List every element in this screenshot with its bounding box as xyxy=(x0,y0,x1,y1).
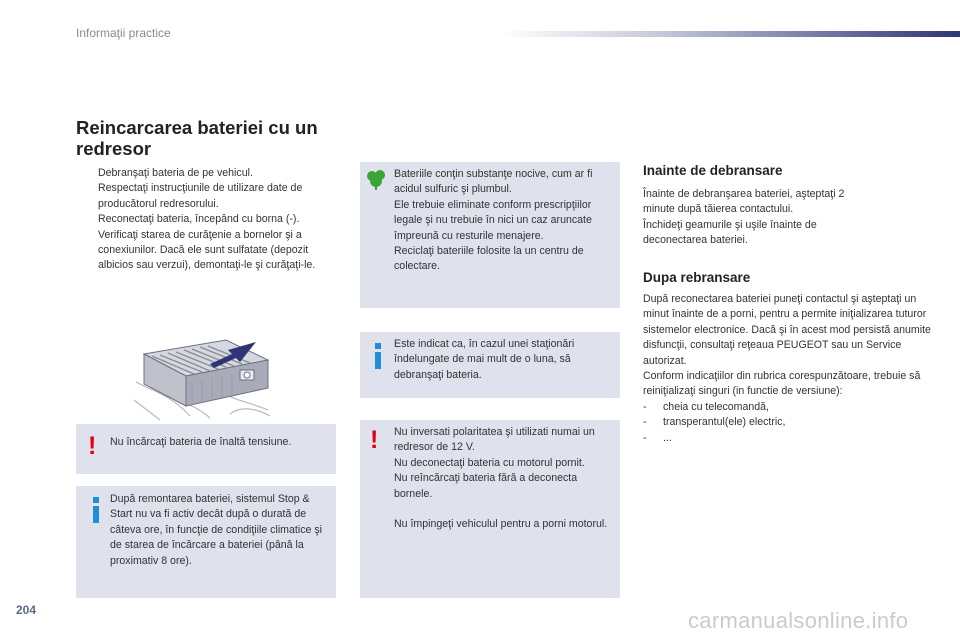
section-title: Reincarcarea bateriei cu un redresor xyxy=(76,117,318,159)
info-icon xyxy=(368,343,390,369)
header-bar xyxy=(500,31,960,37)
after-title: Dupa rebransare xyxy=(643,270,751,285)
warning-box-high-voltage xyxy=(76,424,336,474)
battery-illustration xyxy=(130,330,276,422)
info-text: După remontarea bateriei, sistemul Stop & Start nu va fi activ decât după o durată de câteva ore, în funcţie de condiţiile climatice şi de starea de încărcare a bateriei (până la proximativ 8 ore). xyxy=(110,493,322,567)
exclamation-icon: ! xyxy=(88,432,97,460)
eco-text: Bateriile conţin substanţe nocive, cum ar fi acidul sulfuric şi plumbul. Ele trebuie eliminate conform prescripţiilor legale şi nu trebuie în nici un caz aruncate împreună cu resturile menajere. Reciclaţi bateriile folosite la un centru de colectare. xyxy=(394,168,593,273)
step-item: Reconectaţi bateria, începând cu borna (-). xyxy=(98,213,300,226)
watermark: carmanualsonline.info xyxy=(688,608,909,633)
info-text: Este indicat ca, în cazul unei staţionări îndelungate de mai mult de o luna, să debranşaţi bateria. xyxy=(394,338,575,381)
header-title: Informaţii practice xyxy=(76,26,171,40)
list-item: - cheia cu telecomandă, xyxy=(643,400,770,413)
step-item: Verificaţi starea de curăţenie a bornelor şi a conexiunilor. Dacă ele sunt sulfatate (depozit albicios sau verzui), demontaţi-le şi curăţaţi-le. xyxy=(98,228,316,272)
steps-list xyxy=(76,166,338,274)
exclamation-icon: ! xyxy=(370,426,379,454)
info-box-stop-start xyxy=(76,486,336,598)
before-title: Inainte de debransare xyxy=(643,163,783,178)
list-item: - ... xyxy=(643,431,672,444)
list-item: - transperantul(ele) electric, xyxy=(643,416,786,429)
reset-list xyxy=(643,400,943,446)
info-box-long-stop xyxy=(360,332,620,398)
step-item: Debranşaţi bateria de pe vehicul. xyxy=(98,167,253,179)
warning-text: Nu inversati polaritatea şi utilizati numai un redresor de 12 V. Nu deconectaţi bateria cu motorul pornit. Nu reîncărcaţi bateria fără a deconecta bornele. Nu împingeţi vehiculul pentru a porni motorul. xyxy=(394,426,608,531)
warning-text: Nu încărcaţi bateria de înaltă tensiune. xyxy=(110,436,292,448)
page-number: 204 xyxy=(16,603,37,617)
step-item: Respectaţi instrucţiunile de utilizare date de producătorul redresorului. xyxy=(98,182,303,210)
info-icon xyxy=(86,497,108,523)
before-text: Înainte de debranşarea bateriei, aşteptaţi 2 minute după tăierea contactului. Închideţi geamurile şi uşile înainte de deconectarea bateriei. xyxy=(643,188,845,247)
leaf-icon xyxy=(366,168,386,190)
warning-box-polarity xyxy=(360,420,620,598)
after-text: După reconectarea bateriei puneţi contactul şi aşteptaţi un minut înainte de a porni, pentru a permite iniţializarea tuturor sistemelor electronice. Dacă şi în acest mod persistă anumite disfuncţii, consultaţi reţeaua PEUGEOT sau un Service autorizat. Conform indicaţiilor din rubrica corespunzătoare, trebuie să reiniţializaţi singuri (in functie de versiune): - cheia cu telecomandă, - transperantul(ele) electric, - ... xyxy=(643,292,943,446)
eco-box xyxy=(360,162,620,308)
